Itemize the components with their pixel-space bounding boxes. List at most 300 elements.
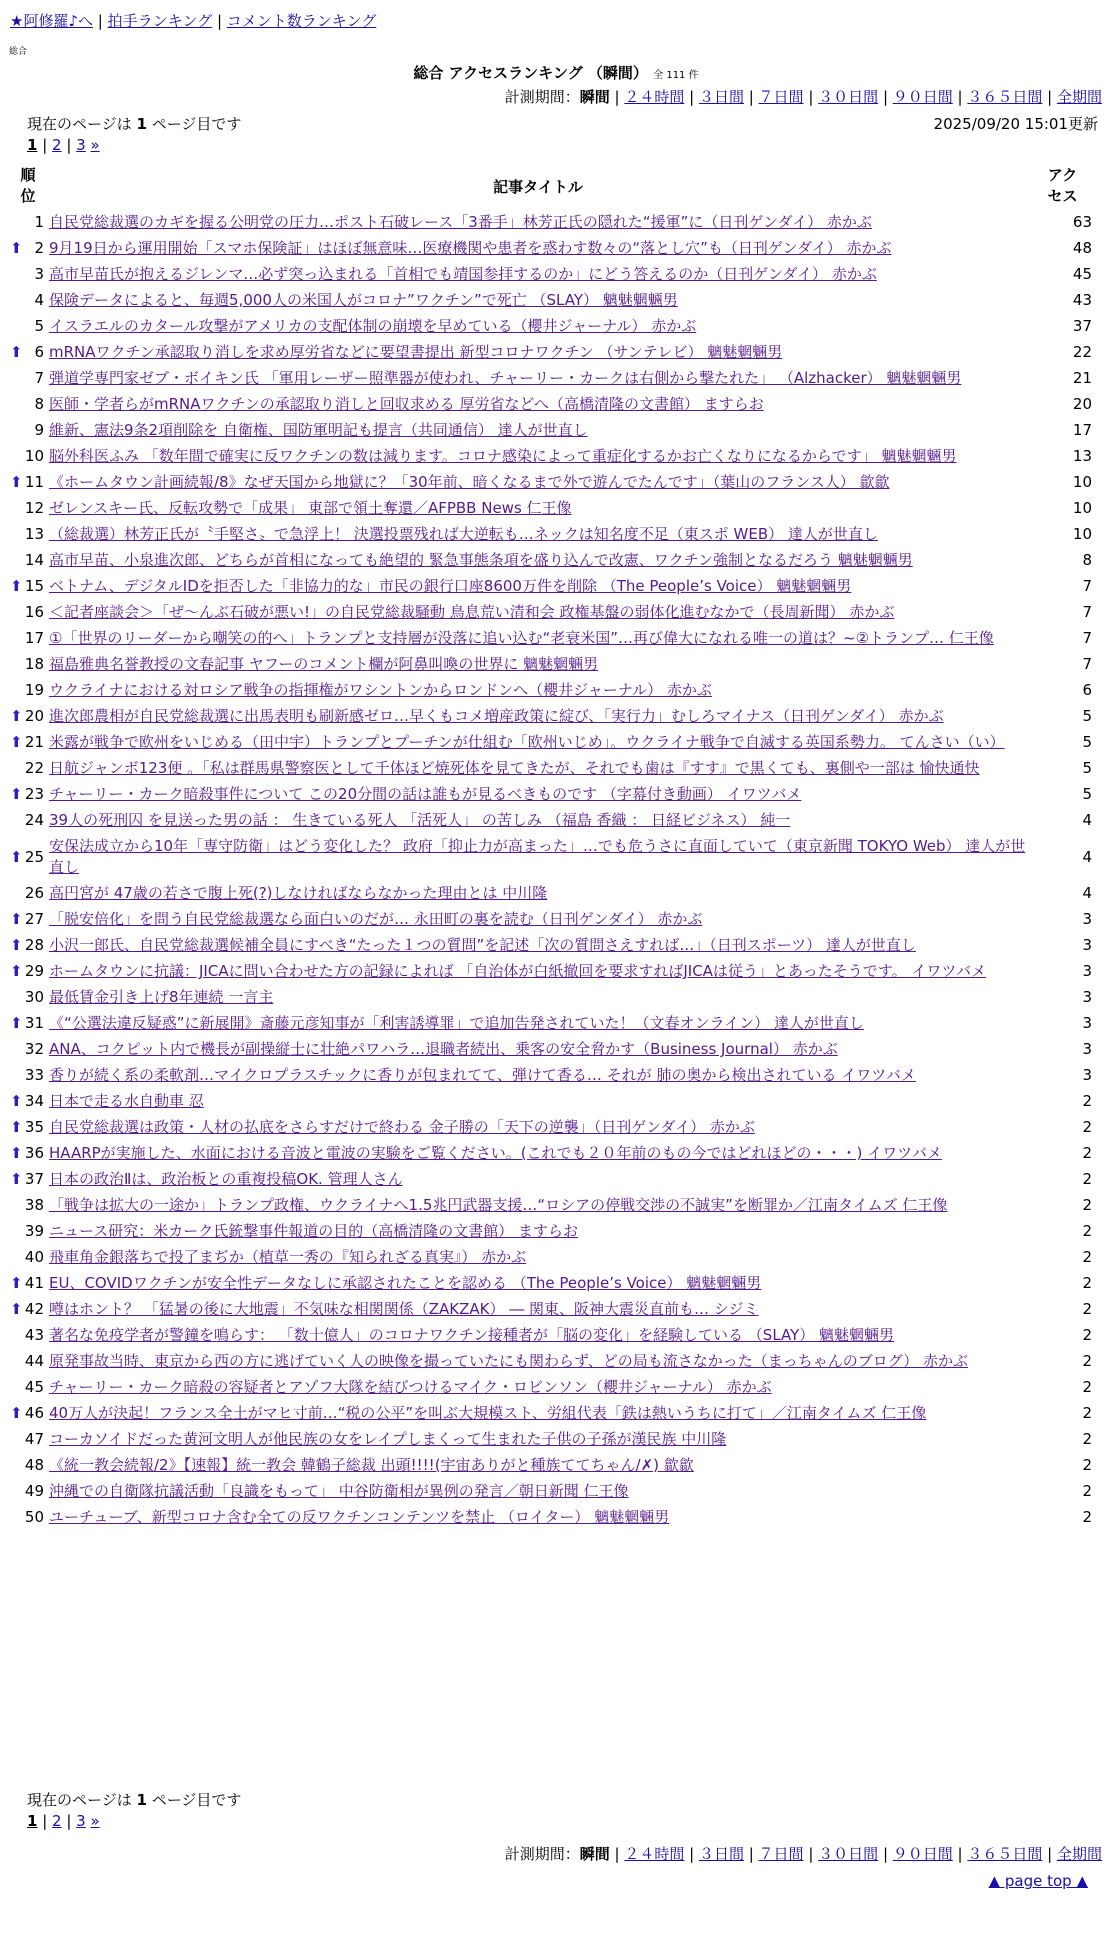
table-row [0, 958, 1112, 984]
current-page-number: 1 [136, 1791, 147, 1809]
comment-ranking-link[interactable]: コメント数ランキング [226, 12, 377, 30]
up-arrow-icon: ⬆ [10, 1118, 23, 1136]
period-separator: | [684, 1845, 699, 1863]
article-link[interactable]: 日本で走る水自動車 忍 [49, 1092, 204, 1110]
category-label: 総合 [9, 47, 28, 57]
rank-change-cell [0, 1036, 24, 1062]
article-link[interactable]: 《ホームタウン計画続報/8》なぜ天国から地獄に？「30年前、暗くなるまで外で遊んでたんです」（葉山のフランス人） 歙歙 [49, 473, 890, 491]
article-title-cell [46, 391, 1030, 417]
article-link[interactable]: イスラエルのカタール攻撃がアメリカの支配体制の崩壊を早めている（櫻井ジャーナル） 赤かぶ [49, 317, 697, 335]
article-link[interactable]: ニュース研究：米カーク氏銃撃事件報道の目的（高橋清隆の文書館） ますらお [49, 1222, 579, 1240]
article-link[interactable]: 福島雅典名誉教授の文春記事 ヤフーのコメント欄が阿鼻叫喚の世界に 魑魅魍魎男 [49, 655, 599, 673]
nav-separator: | [212, 12, 227, 30]
article-link[interactable]: チャーリー・カーク暗殺事件について この20分間の話は誰もが見るべきものです （字幕付き動画） イワツバメ [49, 785, 802, 803]
table-row [0, 235, 1112, 261]
article-title-cell [46, 1036, 1030, 1062]
period-label: 計測期間： [504, 88, 580, 106]
ranking-body [0, 209, 1112, 1530]
article-link[interactable]: 「戦争は拡大の一途か」トランプ政権、ウクライナへ1.5兆円武器支援…“ロシアの停戦交渉の不誠実”を断罪か／江南タイムズ 仁王像 [49, 1196, 948, 1214]
access-count: 5 [1082, 759, 1092, 777]
period-separator: | [952, 1845, 968, 1863]
article-title-cell [46, 495, 1030, 521]
current-page-number: 1 [136, 115, 147, 133]
article-link[interactable]: 米露が戦争で欧州をいじめる（田中宇）トランプとプーチンが仕組む「欧州いじめ」。ウクライナ戦争で自滅する英国系勢力。 てんさい（い） [49, 733, 1005, 751]
rank-number: 43 [24, 1326, 44, 1344]
pager-bottom [27, 1812, 100, 1830]
table-row [0, 1244, 1112, 1270]
rank-change-cell [0, 651, 24, 677]
article-title-cell [46, 833, 1030, 880]
article-link[interactable]: 香りが続く系の柔軟剤…マイクロプラスチックに香りが包まれてて、弾けて香る… それが 肺の奥から検出されている イワツバメ [49, 1066, 916, 1084]
rank-number: 2 [34, 239, 44, 257]
up-arrow-icon: ⬆ [10, 1092, 23, 1110]
access-count: 48 [1072, 239, 1092, 257]
article-link[interactable]: 《“公選法違反疑惑”に新展開》斎藤元彦知事が「利害誘導罪」で追加告発されていた！（文春オンライン） 達人が世直し [49, 1014, 864, 1032]
article-link[interactable]: ＜記者座談会＞「ぜ〜んぶ石破が悪い!」の自民党総裁騒動 鳥息荒い清和会 政権基盤の弱体化進むなかで（長周新聞） 赤かぶ [49, 603, 895, 621]
access-count: 2 [1082, 1118, 1092, 1136]
table-row [0, 651, 1112, 677]
article-link[interactable]: 39人の死刑囚 を見送った男の話 ： 生きている死人 「活死人」 の苦しみ （福島 香織 ： 日経ビジネス） 純一 [49, 811, 791, 829]
rank-change-cell [0, 339, 24, 365]
access-count: 21 [1072, 369, 1092, 387]
article-title-cell [46, 651, 1030, 677]
article-link[interactable]: ウクライナにおける対ロシア戦争の指揮権がワシントンからロンドンへ（櫻井ジャーナル） 赤かぶ [49, 681, 712, 699]
access-count: 5 [1082, 785, 1092, 803]
article-title-cell [46, 1348, 1030, 1374]
article-link[interactable]: 医師・学者らがmRNAワクチンの承認取り消しと回収求める 厚労省などへ（高橋清隆の文書館） ますらお [49, 395, 764, 413]
article-link[interactable]: ①「世界のリーダーから嘲笑の的へ」トランプと支持層が没落に追い込む“老衰米国”…再び偉大になれる唯一の道は？~②トランプ… 仁王像 [49, 629, 994, 647]
pager-separator: | [61, 136, 77, 154]
article-title-cell [46, 1270, 1030, 1296]
access-count: 7 [1082, 603, 1092, 621]
rank-number: 27 [24, 910, 44, 928]
rank-number: 40 [24, 1248, 44, 1266]
article-title-cell [46, 1088, 1030, 1114]
rank-change-cell [0, 365, 24, 391]
current-page-text-bottom [27, 1789, 241, 1810]
top-nav [10, 10, 376, 31]
rank-change-cell [0, 1270, 24, 1296]
access-count: 7 [1082, 629, 1092, 647]
access-count: 2 [1082, 1248, 1092, 1266]
period-link[interactable]: 全期間 [1056, 1845, 1102, 1863]
rank-change-cell [0, 880, 24, 906]
article-link[interactable]: ユーチューブ、新型コロナ含む全ての反ワクチンコンテンツを禁止 （ロイター） 魑魅魍魎男 [49, 1508, 670, 1526]
rank-change-cell [0, 1374, 24, 1400]
pager-current: 1 [27, 136, 38, 154]
table-row [0, 1296, 1112, 1322]
article-title-cell [46, 755, 1030, 781]
article-link[interactable]: 原発事故当時、東京から西の方に逃げていく人の映像を撮っていたにも関わらず、どの局も流さなかった（まっちゃんのブログ） 赤かぶ [49, 1352, 969, 1370]
article-link[interactable]: mRNAワクチン承認取り消しを求め厚労省などに要望書提出 新型コロナワクチン （サンテレビ） 魑魅魍魎男 [49, 343, 783, 361]
article-link[interactable]: 著名な免疫学者が警鐘を鳴らす： 「数十億人」のコロナワクチン接種者が「脳の変化」を経験している （SLAY） 魑魅魍魎男 [49, 1326, 895, 1344]
rank-change-cell [0, 495, 24, 521]
period-separator: | [878, 1845, 893, 1863]
article-link[interactable]: 最低賃金引き上げ8年連続 一言主 [49, 988, 274, 1006]
table-row [0, 703, 1112, 729]
table-row [0, 1088, 1112, 1114]
rank-number: 16 [24, 603, 44, 621]
page-title [0, 62, 1112, 83]
up-arrow-icon: ⬆ [10, 1404, 23, 1422]
rank-number: 50 [24, 1508, 44, 1526]
article-link[interactable]: ゼレンスキー氏、反転攻勢で「成果」 東部で領土奪還／AFPBB News 仁王像 [49, 499, 572, 517]
period-current: 瞬間 [579, 1845, 610, 1863]
up-arrow-icon: ⬆ [10, 239, 23, 257]
period-selector-bottom [505, 1843, 1102, 1864]
article-link[interactable]: 保険データによると、毎週5,000人の米国人がコロナ”ワクチン”で死亡 （SLAY） 魑魅魍魎男 [49, 291, 678, 309]
access-count: 10 [1072, 499, 1092, 517]
up-arrow-icon: ⬆ [10, 1274, 23, 1292]
rank-change-cell [0, 1452, 24, 1478]
period-link[interactable]: ３日間 [698, 1845, 744, 1863]
rank-number: 26 [24, 884, 44, 902]
up-arrow-icon: ⬆ [10, 910, 23, 928]
pager-link[interactable]: 2 [52, 1812, 62, 1830]
table-row [0, 1478, 1112, 1504]
article-link[interactable]: コーカソイドだった黄河文明人が他民族の女をレイプしまくって生まれた子供の子孫が漢民族 中川隆 [49, 1430, 727, 1448]
rank-number: 7 [34, 369, 44, 387]
pager-link[interactable]: 3 [76, 136, 86, 154]
rank-number: 38 [24, 1196, 44, 1214]
pager-next-link[interactable]: » [90, 1812, 100, 1830]
table-row [0, 1114, 1112, 1140]
table-row [0, 1062, 1112, 1088]
table-row [0, 1192, 1112, 1218]
rank-change-cell [0, 625, 24, 651]
rank-number: 49 [24, 1482, 44, 1500]
rank-number: 42 [24, 1300, 44, 1318]
period-link[interactable]: ２４時間 [624, 88, 685, 106]
article-title-cell [46, 521, 1030, 547]
rank-change-cell [0, 1426, 24, 1452]
period-selector-top [505, 86, 1102, 107]
rank-number: 36 [24, 1144, 44, 1162]
rank-number: 20 [24, 707, 44, 725]
rank-change-cell [0, 958, 24, 984]
table-row [0, 906, 1112, 932]
table-row [0, 1270, 1112, 1296]
table-row [0, 1140, 1112, 1166]
article-link[interactable]: 高市早苗、小泉進次郎、どちらが首相になっても絶望的 緊急事態条項を盛り込んで改憲、ワクチン強制となるだろう 魑魅魍魎男 [49, 551, 913, 569]
article-link[interactable]: ベトナム、デジタルIDを拒否した「非協力的な」市民の銀行口座8600万件を削除 （The People’s Voice） 魑魅魍魎男 [49, 577, 852, 595]
period-separator: | [684, 88, 699, 106]
rank-change-cell [0, 313, 24, 339]
article-link[interactable]: 40万人が決起！フランス全土がマヒ寸前…“税の公平”を叫ぶ大規模スト、労組代表「鉄は熱いうちに打て」／江南タイムズ 仁王像 [49, 1404, 927, 1422]
article-title-cell [46, 547, 1030, 573]
article-link[interactable]: 弾道学専門家ゼブ・ボイキン氏 「軍用レーザー照準器が使われ、チャーリー・カークは右側から撃たれた」 （Alzhacker） 魑魅魍魎男 [49, 369, 962, 387]
rank-change-cell [0, 547, 24, 573]
table-row [0, 391, 1112, 417]
article-title-cell [46, 932, 1030, 958]
article-link[interactable]: 噂はホント？ 「猛暑の後に大地震」不気味な相関関係（ZAKZAK） ― 関東、阪神大震災直前も… シジミ [49, 1300, 759, 1318]
access-header [1030, 163, 1112, 209]
rank-change-cell [0, 807, 24, 833]
pager-next-link[interactable]: » [90, 136, 100, 154]
article-title-cell [46, 1192, 1030, 1218]
access-count: 6 [1082, 681, 1092, 699]
clap-ranking-link[interactable]: 拍手ランキング [107, 12, 213, 30]
up-arrow-icon: ⬆ [10, 962, 23, 980]
rank-change-cell [0, 1244, 24, 1270]
period-link[interactable]: ９０日間 [892, 88, 953, 106]
article-link[interactable]: チャーリー・カーク暗殺の容疑者とアゾフ大隊を結びつけるマイク・ロビンソン（櫻井ジャーナル） 赤かぶ [49, 1378, 772, 1396]
access-count: 45 [1072, 265, 1092, 283]
rank-number: 5 [34, 317, 44, 335]
period-link[interactable]: 全期間 [1056, 88, 1102, 106]
rank-change-cell [0, 906, 24, 932]
period-separator: | [878, 88, 893, 106]
article-title-cell [46, 1400, 1030, 1426]
table-row [0, 1374, 1112, 1400]
period-separator: | [743, 88, 759, 106]
article-link[interactable]: （総裁選）林芳正氏が〝手堅さ〟で急浮上！ 決選投票残れば大逆転も…ネックは知名度不足（東スポ WEB） 達人が世直し [49, 525, 878, 543]
period-separator: | [609, 1845, 625, 1863]
rank-number: 3 [34, 265, 44, 283]
rank-header [0, 163, 46, 209]
article-title-cell [46, 880, 1030, 906]
article-link[interactable]: 進次郎農相が自民党総裁選に出馬表明も刷新感ゼロ…早くもコメ増産政策に綻び、「実行力」むしろマイナス（日刊ゲンダイ） 赤かぶ [49, 707, 944, 725]
up-arrow-icon: ⬆ [10, 936, 23, 954]
table-row [0, 781, 1112, 807]
rank-change-cell [0, 1218, 24, 1244]
article-link[interactable]: 高市早苗氏が抱えるジレンマ…必ず突っ込まれる「首相でも靖国参拝するのか」にどう答えるのか（日刊ゲンダイ） 赤かぶ [49, 265, 877, 283]
article-link[interactable]: 飛車角金銀落ちで投了まぢか（植草一秀の『知られざる真実』） 赤かぶ [49, 1248, 527, 1266]
period-separator: | [1042, 1845, 1057, 1863]
period-link[interactable]: ３日間 [698, 88, 744, 106]
table-header-row [0, 163, 1112, 209]
article-link[interactable]: 安保法成立から10年「専守防衛」はどう変化した？ 政府「抑止力が高まった」…でも危うさに直面していて（東京新聞 TOKYO Web） 達人が世直し [49, 837, 1026, 876]
rank-number: 47 [24, 1430, 44, 1448]
article-link[interactable]: 日航ジャンボ123便 。「私は群馬県警察医として千体ほど焼死体を見てきたが、それでも歯は『すす』で黒くても、裏側や一部は 愉快通快 [49, 759, 980, 777]
period-link[interactable]: ３０日間 [818, 88, 879, 106]
table-row [0, 469, 1112, 495]
article-link[interactable]: 日本の政治Ⅱは、政治板との重複投稿OK. 管理人さん [49, 1170, 403, 1188]
total-count: 全 111 件 [653, 70, 699, 81]
rank-number: 48 [24, 1456, 44, 1474]
article-link[interactable]: ホームタウンに抗議：JICAに問い合わせた方の記録によれば 「自治体が白紙撤回を要求すればJICAは従う」とあったそうです。 イワツバメ [49, 962, 987, 980]
article-title-cell [46, 1062, 1030, 1088]
article-link[interactable]: 自民党総裁選のカギを握る公明党の圧力…ポスト石破レース「3番手」林芳正氏の隠れた“援軍”に（日刊ゲンダイ） 赤かぶ [49, 213, 872, 231]
article-title-cell [46, 209, 1030, 235]
rank-change-cell [0, 573, 24, 599]
article-link[interactable]: EU、COVIDワクチンが安全性データなしに承認されたことを認める （The People’s Voice） 魑魅魍魎男 [49, 1274, 762, 1292]
article-title-cell [46, 365, 1030, 391]
up-arrow-icon: ⬆ [10, 473, 23, 491]
access-count: 8 [1082, 551, 1092, 569]
access-count: 2 [1082, 1352, 1092, 1370]
nav-separator: | [93, 12, 108, 30]
article-link[interactable]: 沖縄での自衛隊抗議活動「良識をもって」 中谷防衛相が異例の発言／朝日新聞 仁王像 [49, 1482, 629, 1500]
rank-change-cell [0, 677, 24, 703]
article-link[interactable]: 脳外科医ふみ 「数年間で確実に反ワクチンの数は減ります。コロナ感染によって重症化するかお亡くなりになるからです」 魑魅魍魎男 [49, 447, 957, 465]
access-count: 3 [1082, 936, 1092, 954]
rank-change-cell [0, 599, 24, 625]
article-link[interactable]: 小沢一郎氏、自民党総裁選候補全員にすべき“たった１つの質問”を記述「次の質問さえすれば…」（日刊スポーツ） 達人が世直し [49, 936, 916, 954]
article-title-cell [46, 1140, 1030, 1166]
article-title-cell [46, 1322, 1030, 1348]
article-title-cell [46, 313, 1030, 339]
article-title-cell [46, 443, 1030, 469]
rank-change-cell [0, 781, 24, 807]
rank-change-cell [0, 1114, 24, 1140]
access-count: 7 [1082, 577, 1092, 595]
table-row [0, 417, 1112, 443]
article-title-cell [46, 1244, 1030, 1270]
rank-number: 29 [24, 962, 44, 980]
up-arrow-icon: ⬆ [10, 1014, 23, 1032]
rank-change-cell [0, 1140, 24, 1166]
table-row [0, 984, 1112, 1010]
rank-change-cell [0, 1166, 24, 1192]
pager-current: 1 [27, 1812, 38, 1830]
access-count: 2 [1082, 1508, 1092, 1526]
page-top-link[interactable]: ▲ page top ▲ [988, 1872, 1088, 1890]
period-link[interactable]: ９０日間 [892, 1845, 953, 1863]
rank-number: 21 [24, 733, 44, 751]
article-title-cell [46, 1452, 1030, 1478]
period-separator: | [1042, 88, 1057, 106]
access-count: 2 [1082, 1456, 1092, 1474]
access-count: 2 [1082, 1092, 1092, 1110]
rank-change-cell [0, 209, 24, 235]
article-link[interactable]: 9月19日から運用開始「スマホ保険証」はほぼ無意味…医療機関や患者を惑わす数々の“落とし穴”も（日刊ゲンダイ） 赤かぶ [49, 239, 892, 257]
period-link[interactable]: ７日間 [758, 88, 804, 106]
rank-header-label: 順位 [20, 166, 36, 205]
rank-number: 10 [24, 447, 44, 465]
title-header-label: 記事タイトル [493, 177, 583, 196]
page-title-text: 総合 アクセスランキング （瞬間） [413, 64, 648, 82]
up-arrow-icon: ⬆ [10, 733, 23, 751]
article-title-cell [46, 984, 1030, 1010]
period-separator: | [952, 88, 968, 106]
rank-number: 39 [24, 1222, 44, 1240]
up-arrow-icon: ⬆ [10, 1144, 23, 1162]
table-row [0, 365, 1112, 391]
article-link[interactable]: 高円宮が 47歳の若さで腹上死(?)しなければならなかった理由とは 中川隆 [49, 884, 548, 902]
article-link[interactable]: 維新、憲法9条2項削除を 自衛権、国防軍明記も提言（共同通信） 達人が世直し [49, 421, 588, 439]
rank-change-cell [0, 833, 24, 880]
rank-number: 13 [24, 525, 44, 543]
period-link[interactable]: ７日間 [758, 1845, 804, 1863]
access-count: 22 [1072, 343, 1092, 361]
rank-change-cell [0, 729, 24, 755]
table-row [0, 755, 1112, 781]
access-count: 2 [1082, 1404, 1092, 1422]
rank-change-cell [0, 235, 24, 261]
rank-number: 1 [34, 213, 44, 231]
table-row [0, 625, 1112, 651]
access-count: 3 [1082, 1040, 1092, 1058]
up-arrow-icon: ⬆ [10, 1170, 23, 1188]
access-count: 10 [1072, 473, 1092, 491]
period-label: 計測期間： [504, 1845, 580, 1863]
pager-link[interactable]: 3 [76, 1812, 86, 1830]
current-page-text-top [27, 113, 241, 134]
pager-separator: | [37, 136, 53, 154]
article-title-cell [46, 235, 1030, 261]
updated-timestamp: 2025/09/20 15:01更新 [933, 115, 1098, 133]
access-count: 4 [1082, 847, 1092, 866]
period-separator: | [803, 1845, 819, 1863]
article-title-cell [46, 958, 1030, 984]
article-link[interactable]: ANA、コクピット内で機長が副操縦士に壮絶パワハラ…退職者続出、乗客の安全脅かす（Business Journal） 赤かぶ [49, 1040, 838, 1058]
rank-change-cell [0, 1478, 24, 1504]
current-page-suffix: ページ目です [146, 1791, 242, 1809]
article-title-cell [46, 781, 1030, 807]
current-page-prefix: 現在のページは [27, 1791, 137, 1809]
access-count: 3 [1082, 1066, 1092, 1084]
rank-change-cell [0, 755, 24, 781]
rank-number: 44 [24, 1352, 44, 1370]
article-link[interactable]: HAARPが実施した、水面における音波と電波の実験をご覧ください。(これでも２０年前のもの今ではどれほどの・・・) イワツバメ [49, 1144, 942, 1162]
access-count: 3 [1082, 988, 1092, 1006]
pager-link[interactable]: 2 [52, 136, 62, 154]
period-separator: | [743, 1845, 759, 1863]
table-row [0, 1504, 1112, 1530]
rank-change-cell [0, 261, 24, 287]
table-row [0, 1452, 1112, 1478]
period-link[interactable]: ２４時間 [624, 1845, 685, 1863]
access-header-label: アクセス [1047, 166, 1078, 205]
rank-change-cell [0, 1010, 24, 1036]
up-arrow-icon: ⬆ [10, 707, 23, 725]
table-row [0, 880, 1112, 906]
access-count: 4 [1082, 884, 1092, 902]
article-title-cell [46, 1374, 1030, 1400]
ranking-table [0, 163, 1112, 1530]
article-title-cell [46, 261, 1030, 287]
table-row [0, 833, 1112, 880]
rank-number: 23 [24, 785, 44, 803]
table-row [0, 547, 1112, 573]
table-row [0, 313, 1112, 339]
rank-number: 15 [24, 577, 44, 595]
article-title-cell [46, 573, 1030, 599]
table-row [0, 209, 1112, 235]
rank-number: 14 [24, 551, 44, 569]
up-arrow-icon: ⬆ [10, 785, 23, 803]
table-row [0, 1036, 1112, 1062]
rank-number: 25 [24, 847, 44, 866]
article-title-cell [46, 339, 1030, 365]
article-title-cell [46, 729, 1030, 755]
access-count: 2 [1082, 1326, 1092, 1344]
table-row [0, 1426, 1112, 1452]
period-link[interactable]: ３０日間 [818, 1845, 879, 1863]
rank-change-cell [0, 287, 24, 313]
up-arrow-icon: ⬆ [10, 847, 23, 866]
period-current: 瞬間 [579, 88, 610, 106]
access-count: 3 [1082, 1014, 1092, 1032]
article-link[interactable]: 自民党総裁選は政策・人材の払底をさらすだけで終わる 金子勝の「天下の逆襲」（日刊ゲンダイ） 赤かぶ [49, 1118, 755, 1136]
period-link[interactable]: ３６５日間 [967, 88, 1043, 106]
article-title-cell [46, 906, 1030, 932]
article-link[interactable]: 「脱安倍化」を問う自民党総裁選なら面白いのだが… 永田町の裏を読む（日刊ゲンダイ） 赤かぶ [49, 910, 703, 928]
rank-number: 9 [34, 421, 44, 439]
rank-change-cell [0, 1062, 24, 1088]
current-page-prefix: 現在のページは [27, 115, 137, 133]
rank-change-cell [0, 1504, 24, 1530]
article-link[interactable]: 《統一教会続報/2》【速報】統一教会 韓鶴子総裁 出頭!!!!(宇宙ありがと種族ててちゃん/✗) 歙歙 [49, 1456, 694, 1474]
access-count: 10 [1072, 525, 1092, 543]
rank-change-cell [0, 391, 24, 417]
access-count: 3 [1082, 962, 1092, 980]
home-link[interactable]: ★阿修羅♪へ [10, 12, 94, 30]
article-title-cell [46, 1218, 1030, 1244]
rank-change-cell [0, 1192, 24, 1218]
period-link[interactable]: ３６５日間 [967, 1845, 1043, 1863]
